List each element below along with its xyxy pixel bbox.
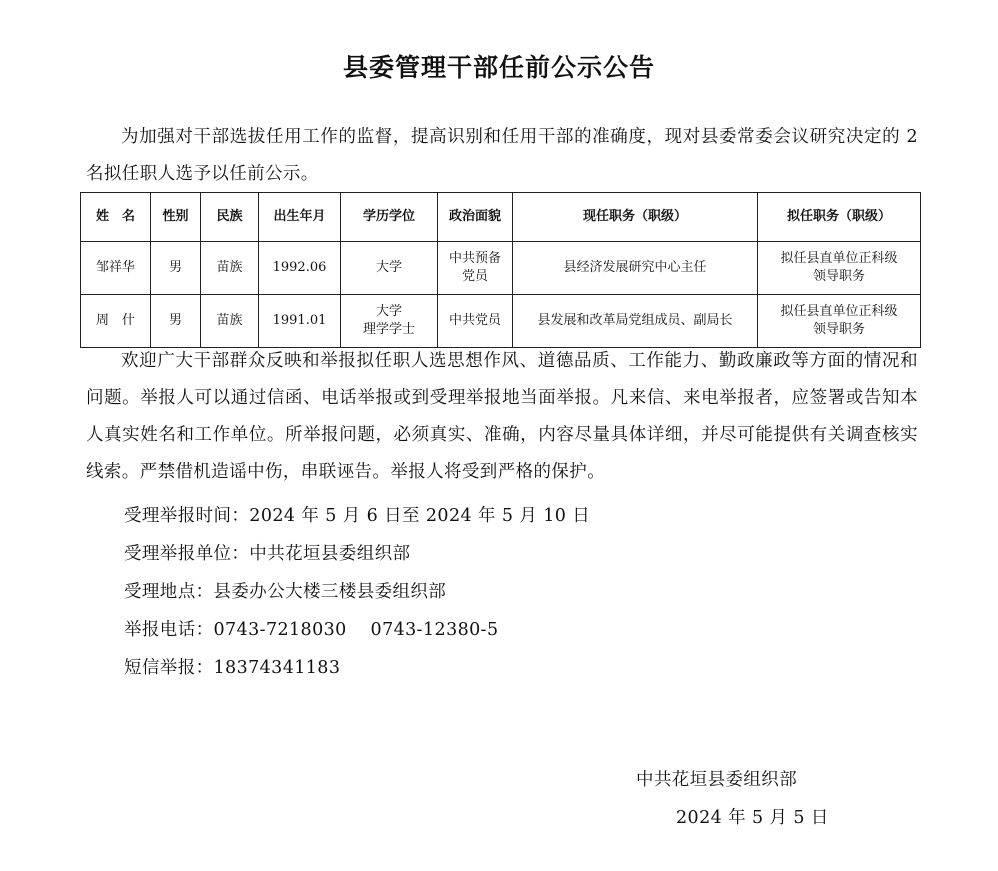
report-time: 受理举报时间：2024 年 5 月 6 日至 2024 年 5 月 10 日 [124,506,591,526]
cell-name: 周 什 [81,295,151,348]
cell-current-position: 县发展和改革局党组成员、副局长 [513,295,758,348]
report-unit: 受理举报单位：中共花垣县委组织部 [124,544,411,564]
header-current-position: 现任职务（职级） [513,193,758,242]
cell-political: 中共预备 党员 [438,242,513,295]
header-political: 政治面貌 [438,193,513,242]
signature-date: 2024 年 5 月 5 日 [676,808,829,828]
report-sms: 短信举报：18374341183 [124,658,341,678]
cell-current-position: 县经济发展研究中心主任 [513,242,758,295]
cell-birth: 1992.06 [259,242,341,295]
signature-org: 中共花垣县委组织部 [636,770,798,790]
intro-paragraph: 为加强对干部选拔任用工作的监督，提高识别和任用干部的准确度，现对县委常委会议研究决定的 2 名拟任职人选予以任前公示。 [86,127,918,184]
header-ethnicity: 民族 [201,193,259,242]
cell-name: 邹祥华 [81,242,151,295]
header-gender: 性别 [151,193,201,242]
cell-education: 大学 [341,242,438,295]
cell-gender: 男 [151,242,201,295]
cell-gender: 男 [151,295,201,348]
report-place: 受理地点：县委办公大楼三楼县委组织部 [124,582,447,602]
cell-proposed-position: 拟任县直单位正科级 领导职务 [758,242,921,295]
body-paragraph: 欢迎广大干部群众反映和举报拟任职人选思想作风、道德品质、工作能力、勤政廉政等方面的情况和问题。举报人可以通过信函、电话举报或到受理举报地当面举报。凡来信、来电举报者，应签署或告知本人真实姓名和工作单位。所举报问题，必须真实、准确，内容尽量具体详细，并尽可能提供有关调查核实线索。严禁借机造谣中伤，串联诬告。举报人将受到严格的保护。 [86,351,918,482]
cell-education: 大学 理学学士 [341,295,438,348]
report-phone: 举报电话：0743-7218030 0743-12380-5 [124,620,499,640]
page-title: 县委管理干部任前公示公告 [342,53,655,82]
header-proposed-position: 拟任职务（职级） [758,193,921,242]
table-row [81,242,921,295]
table-row [81,295,921,348]
header-name: 姓 名 [81,193,151,242]
candidate-table [80,192,921,348]
header-birth: 出生年月 [259,193,341,242]
cell-ethnicity: 苗族 [201,295,259,348]
table-header-row [81,193,921,242]
cell-proposed-position: 拟任县直单位正科级 领导职务 [758,295,921,348]
header-education: 学历学位 [341,193,438,242]
cell-birth: 1991.01 [259,295,341,348]
cell-political: 中共党员 [438,295,513,348]
cell-ethnicity: 苗族 [201,242,259,295]
